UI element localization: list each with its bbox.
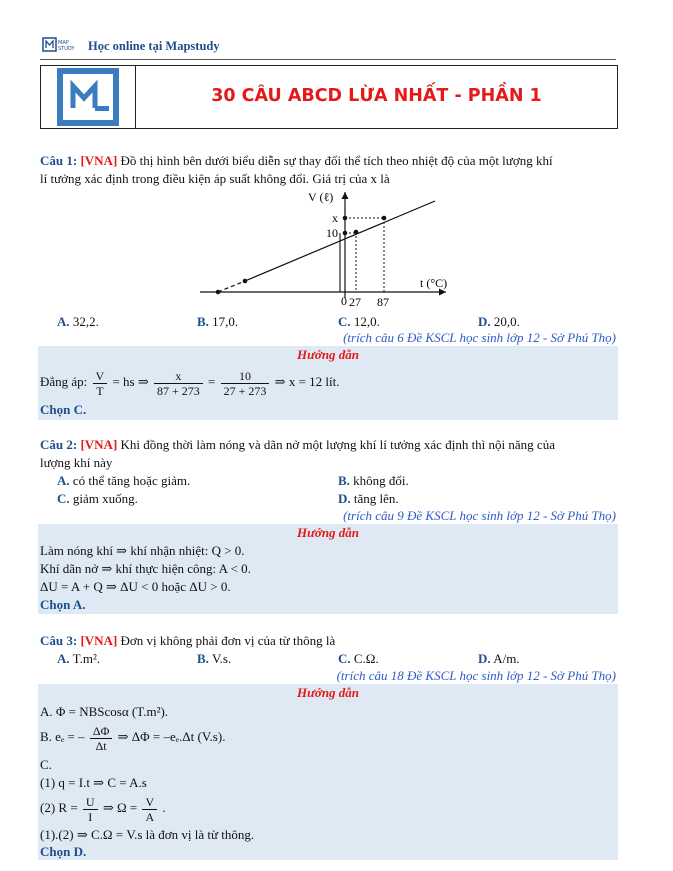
q1-answer-d[interactable]: D. 20,0. bbox=[478, 314, 520, 329]
graph-tick-10: 10 bbox=[326, 226, 338, 240]
q3-tag: [VNA] bbox=[80, 633, 118, 648]
q1-tag: [VNA] bbox=[80, 153, 118, 168]
q2-answer-c[interactable]: C. giảm xuống. bbox=[57, 491, 138, 506]
graph-x-label: t (°C) bbox=[420, 276, 448, 290]
q1-guide-box bbox=[38, 346, 618, 420]
graph-dashed-extension bbox=[218, 281, 245, 292]
q2-sol-line-1: Làm nóng khí ⇒ khí nhận nhiệt: Q > 0. bbox=[40, 543, 245, 558]
q1-graph bbox=[190, 186, 460, 310]
q2-text-2: lượng khí này bbox=[40, 455, 113, 470]
q1-answer-c[interactable]: C. 12,0. bbox=[338, 314, 380, 329]
graph-y-label: V (ℓ) bbox=[308, 190, 334, 204]
q3-sol-b: B. eₑ = – $\frac{\Delta\Phi}{\Delta t}$ ⇒ ΔΦ = –eₑ.Δt (V.s). bbox=[40, 723, 226, 753]
q3-text-1: Đơn vị không phải đơn vị của từ thông là bbox=[120, 633, 336, 648]
q3-choose: Chọn D. bbox=[40, 844, 87, 859]
q2-choose: Chọn A. bbox=[40, 597, 86, 612]
q1-guide-title: Hướng dẫn bbox=[296, 347, 360, 362]
q3-answer-d[interactable]: D. A/m. bbox=[478, 651, 520, 666]
q3-source: (trích câu 18 Đề KSCL học sinh lớp 12 - Sở Phú Thọ) bbox=[336, 668, 616, 683]
q2-text-1: Khi đồng thời làm nóng và dãn nở một lượng khí lí tưởng xác định thì nội năng của bbox=[120, 437, 555, 452]
mapstudy-logo-small bbox=[42, 36, 82, 54]
q3-answer-c[interactable]: C. C.Ω. bbox=[338, 651, 379, 666]
q1-text-line-1 bbox=[40, 152, 616, 169]
svg-text:MAP: MAP bbox=[58, 40, 69, 46]
page-title: 30 CÂU ABCD LỪA NHẤT - PHẦN 1 bbox=[211, 86, 542, 106]
q2-source: (trích câu 9 Đề KSCL học sinh lớp 12 - Sở Phú Thọ) bbox=[343, 508, 616, 523]
q2-label: Câu 2: bbox=[40, 437, 78, 452]
q2-sol-line-2: Khí dãn nở ⇒ khí thực hiện công: A < 0. bbox=[40, 561, 251, 576]
graph-tick-27: 27 bbox=[349, 295, 361, 309]
q1-choose: Chọn C. bbox=[40, 402, 87, 417]
q3-sol-c: C. bbox=[40, 757, 52, 772]
svg-text:STUDY: STUDY bbox=[58, 46, 75, 52]
q2-answer-b[interactable]: B. không đổi. bbox=[338, 473, 409, 488]
graph-tick-0: 0 bbox=[341, 294, 347, 308]
q2-sol-line-3: ΔU = A + Q ⇒ ΔU < 0 hoặc ΔU > 0. bbox=[40, 579, 231, 594]
q3-sol-c1: (1) q = I.t ⇒ C = A.s bbox=[40, 775, 147, 790]
q2-answer-d[interactable]: D. tăng lên. bbox=[338, 491, 399, 506]
q3-answer-b[interactable]: B. V.s. bbox=[197, 651, 232, 666]
q2-answer-a[interactable]: A. có thể tăng hoặc giảm. bbox=[57, 473, 191, 488]
q2-tag: [VNA] bbox=[80, 437, 118, 452]
q1-label: Câu 1: bbox=[40, 153, 78, 168]
q3-text-line-1 bbox=[40, 632, 616, 649]
mapstudy-logo-icon bbox=[41, 66, 135, 128]
q3-sol-c3: (1).(2) ⇒ C.Ω = V.s là đơn vị là từ thông. bbox=[40, 827, 255, 842]
q2-text-line-1 bbox=[40, 436, 616, 453]
graph-tick-x: x bbox=[332, 211, 338, 225]
q3-sol-a: A. Φ = NBScosα (T.m²). bbox=[40, 704, 169, 719]
header-divider bbox=[40, 59, 616, 60]
q3-answer-a[interactable]: A. T.m². bbox=[57, 651, 101, 666]
header-brand-text: Học online tại Mapstudy bbox=[88, 39, 220, 53]
q1-answer-a[interactable]: A. 32,2. bbox=[57, 314, 99, 329]
title-logo-cell bbox=[41, 66, 136, 128]
title-box bbox=[40, 65, 618, 129]
q3-label: Câu 3: bbox=[40, 633, 78, 648]
q1-answer-b[interactable]: B. 17,0. bbox=[197, 314, 239, 329]
q3-guide-box bbox=[38, 684, 618, 860]
q1-text-2: lí tưởng xác định trong điều kiện áp suất không đổi. Giá trị của x là bbox=[40, 171, 390, 186]
q3-sol-c2: (2) R = $\frac{U}{I}$ ⇒ Ω = $\frac{V}{A}$ . bbox=[40, 794, 166, 824]
q1-source: (trích câu 6 Đề KSCL học sinh lớp 12 - Sở Phú Thọ) bbox=[343, 330, 616, 345]
q1-solution: Đẳng áp: $\frac{V}{T}$ = hs ⇒ $\frac{x}{87 + 273}$ = $\frac{10}{27 + 273}$ ⇒ x = 12 lít. bbox=[40, 368, 340, 398]
q2-guide-box bbox=[38, 524, 618, 614]
graph-tick-87: 87 bbox=[377, 295, 389, 309]
q1-text-1: Đồ thị hình bên dưới biểu diễn sự thay đổi thể tích theo nhiệt độ của một lượng khí bbox=[120, 153, 553, 168]
q3-guide-title: Hướng dẫn bbox=[296, 685, 360, 700]
q2-guide-title: Hướng dẫn bbox=[296, 525, 360, 540]
